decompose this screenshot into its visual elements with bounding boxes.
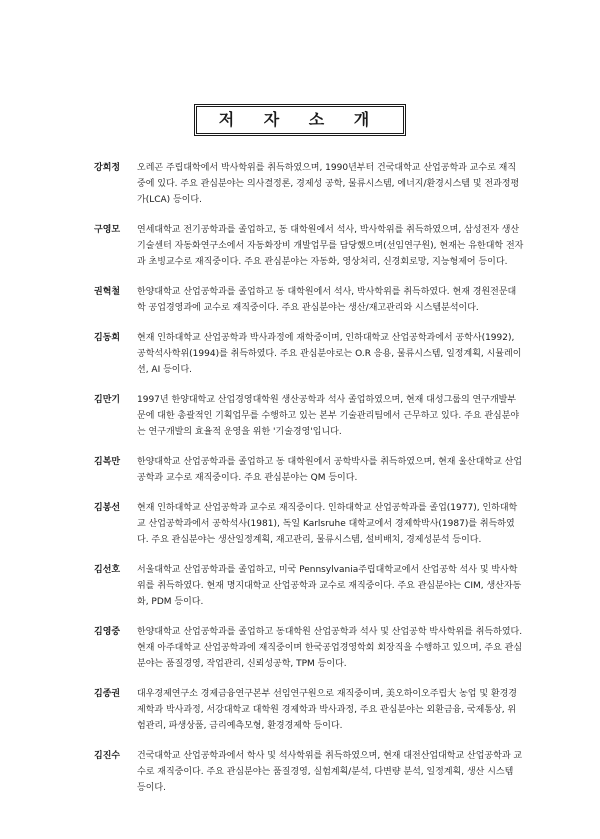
author-bio: 연세대학교 전기공학과를 졸업하고, 동 대학원에서 석사, 박사학위를 취득하였으며, 삼성전자 생산기술센터 자동화연구소에서 자동화장비 개발업무를 담당했으며(선임연구원), 현재는 유한대학 전자과 초빙교수로 재직중이다. 주요 관심분야는 자동화, 영상처리, 신경회로망, 지능형제어 등이다. [137,225,524,267]
author-entry [94,392,524,440]
author-list [94,160,524,810]
author-name: 김영중 [94,627,121,637]
author-entry [94,562,524,610]
author-bio: 현재 인하대학교 산업공학과 교수로 재직중이다. 인하대학교 산업공학과를 졸업(1977), 인하대학교 산업공학과에서 공학석사(1981), 독일 Karlsruhe 대학교에서 경제학박사(1987)를 취득하였다. 주요 관심분야는 생산일정계획, 재고관리, 물류시스템, 설비배치, 경제성분석 등이다. [137,503,518,545]
author-entry [94,748,524,796]
author-bio: 건국대학교 산업공학과에서 학사 및 석사학위를 취득하였으며, 현재 대전산업대학교 산업공학과 교수로 재직중이다. 주요 관심분야는 품질경영, 실험계획/분석, 다변량 분석, 일정계획, 생산 시스템 등이다. [137,751,523,793]
author-bio: 한양대학교 산업공학과를 졸업하고 동대학원 산업공학과 석사 및 산업공학 박사학위를 취득하였다. 현재 아주대학교 산업공학과에 재직중이며 한국공업경영학회 회장직을 수행하고 있으며, 주요 관심분야는 품질경영, 작업관리, 신뢰성공학, TPM 등이다. [137,627,523,669]
author-name: 권혁철 [94,287,121,297]
author-name: 김진수 [94,751,121,761]
author-name: 김봉선 [94,503,121,513]
author-entry [94,500,524,548]
author-name: 강희정 [94,163,121,173]
author-bio: 현재 인하대학교 산업공학과 박사과정에 재학중이며, 인하대학교 산업공학과에서 공학사(1992), 공학석사학위(1994)를 취득하였다. 주요 관심분야로는 O.R 응용, 물류시스템, 일정계획, 시뮬레이션, AI 등이다. [137,333,522,375]
author-bio: 대우경제연구소 경제금융연구본부 선임연구원으로 재직중이며, 美오하이오주립大 농업 및 환경경제학과 박사과정, 서강대학교 대학원 경제학과 박사과정, 주요 관심분야는 외환금융, 국제통상, 위험관리, 파생상품, 금리예측모형, 환경경제학 등이다. [137,689,517,731]
author-bio: 오레곤 주립대학에서 박사학위를 취득하였으며, 1990년부터 건국대학교 산업공학과 교수로 재직 중에 있다. 주요 관심분야는 의사결정론, 경제성 공학, 물류시스템, 에너지/환경시스템 및 전과정평가(LCA) 등이다. [137,163,520,205]
author-entry [94,330,524,378]
author-bio: 한양대학교 산업공학과를 졸업하고 동 대학원에서 공학박사를 취득하였으며, 현재 울산대학교 산업공학과 교수로 재직중이다. 주요 관심분야는 QM 등이다. [137,457,523,483]
author-entry [94,160,524,208]
author-bio: 한양대학교 산업공학과를 졸업하고 동 대학원에서 석사, 박사학위를 취득하였다. 현재 경원전문대학 공업경영과에 교수로 재직중이다. 주요 관심분야는 생산/재고관리와 시스템분석이다. [137,287,517,313]
title-wrap [0,104,600,136]
author-entry [94,686,524,734]
author-name: 김선호 [94,565,121,575]
author-name: 김만기 [94,395,121,405]
author-name: 구영모 [94,225,121,235]
author-name: 김동희 [94,333,121,343]
author-entry [94,624,524,672]
page-title: 저 자 소 개 [194,104,407,136]
author-bio: 1997년 한양대학교 산업경영대학원 생산공학과 석사 졸업하였으며, 현재 대성그룹의 연구개발부문에 대한 총괄적인 기획업무를 수행하고 있는 본부 기술관리팀에서 근무하고 있다. 주요 관심분야는 연구개발의 효율적 운영을 위한 '기술경영'입니다. [137,395,520,437]
author-entry [94,454,524,486]
author-entry [94,284,524,316]
author-name: 김복만 [94,457,121,467]
author-bio: 서울대학교 산업공학과를 졸업하고, 미국 Pennsylvania주립대학교에서 산업공학 석사 및 박사학위를 취득하였다. 현재 명지대학교 산업공학과 교수로 재직중이다. 주요 관심분야는 CIM, 생산자동화, PDM 등이다. [137,565,522,607]
author-name: 김종권 [94,689,121,699]
author-entry [94,222,524,270]
